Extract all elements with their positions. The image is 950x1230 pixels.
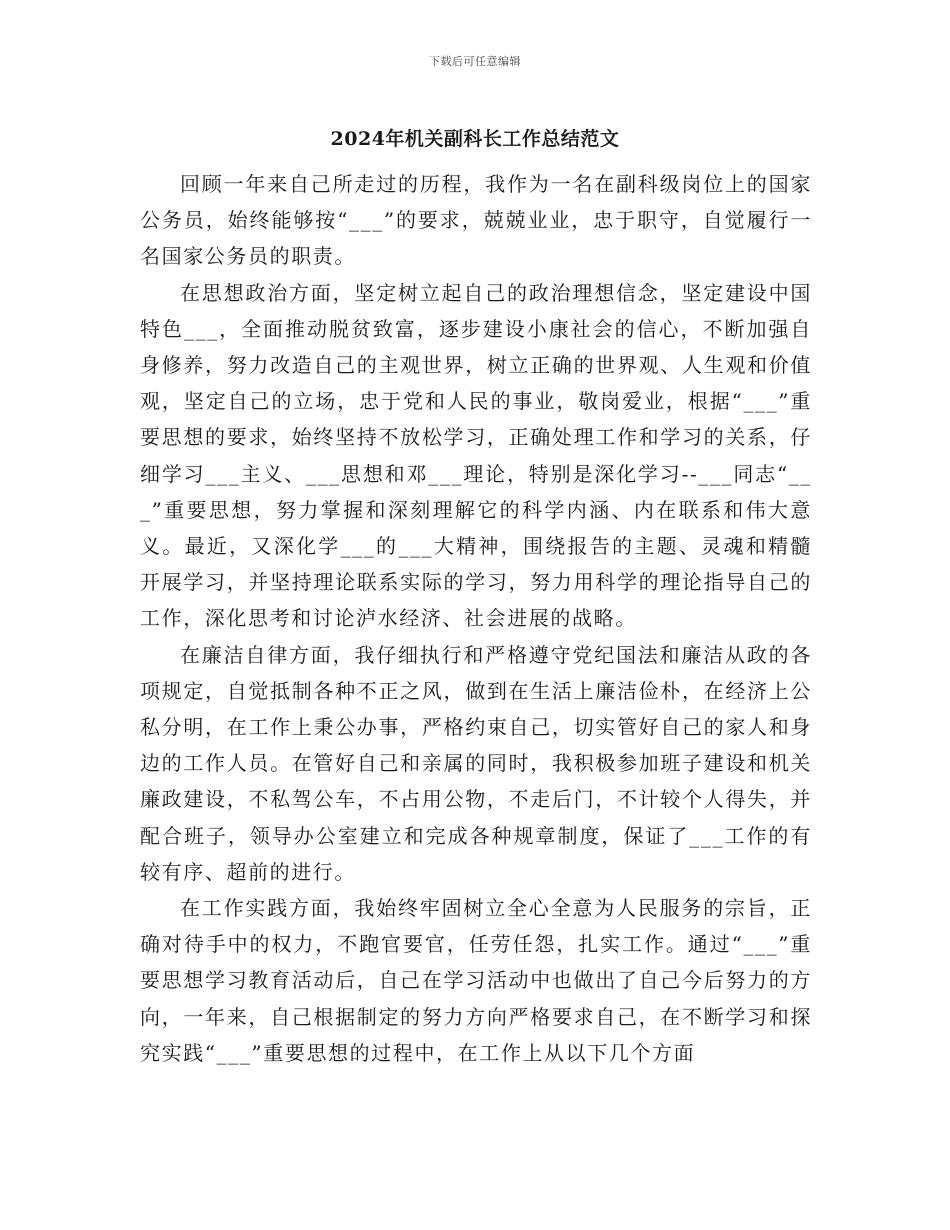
paragraph-integrity: 在廉洁自律方面，我仔细执行和严格遵守党纪国法和廉洁从政的各项规定，自觉抵制各种不正之风，做到在生活上廉洁俭朴，在经济上公私分明，在工作上秉公办事，严格约束自己，切实管好自己的家人和身边的工作人员。在管好自己和亲属的同时，我积极参加班子建设和机关廉政建设，不私驾公车，不占用公物，不走后门，不计较个人得失，并配合班子，领导办公室建立和完成各种规章制度，保证了___工作的有较有序、超前的进行。 (140, 642, 812, 884)
paragraph-political-thought: 在思想政治方面，坚定树立起自己的政治理想信念，坚定建设中国特色___，全面推动脱贫致富，逐步建设小康社会的信心，不断加强自身修养，努力改造自己的主观世界，树立正确的世界观、人生观和价值观，坚定自己的立场，忠于党和人民的事业，敬岗爱业，根据“___”重要思想的要求，始终坚持不放松学习，正确处理工作和学习的关系，仔细学习___主义、___思想和邓___理论，特别是深化学习--___同志“___”重要思想，努力掌握和深刻理解它的科学内涵、内在联系和伟大意义。最近，又深化学___的___大精神，围绕报告的主题、灵魂和精髓开展学习，并坚持理论联系实际的学习，努力用科学的理论指导自己的工作，深化思考和讨论泸水经济、社会进展的战略。 (140, 280, 812, 631)
paragraph-work-practice: 在工作实践方面，我始终牢固树立全心全意为人民服务的宗旨，正确对待手中的权力，不跑官要官，任劳任怨，扎实工作。通过“___”重要思想学习教育活动后，自己在学习活动中也做出了自己今后努力的方向，一年来，自己根据制定的努力方向严格要求自己，在不断学习和探究实践“___”重要思想的过程中，在工作上从以下几个方面 (140, 896, 812, 1065)
paragraph-intro: 回顾一年来自己所走过的历程，我作为一名在副科级岗位上的国家公务员，始终能够按“___”的要求，兢兢业业，忠于职守，自觉履行一名国家公务员的职责。 (140, 172, 812, 269)
document-body (140, 166, 812, 1071)
document-title: 2024年机关副科长工作总结范文 (330, 128, 620, 150)
header-note: 下载后可任意编辑 (429, 55, 521, 68)
